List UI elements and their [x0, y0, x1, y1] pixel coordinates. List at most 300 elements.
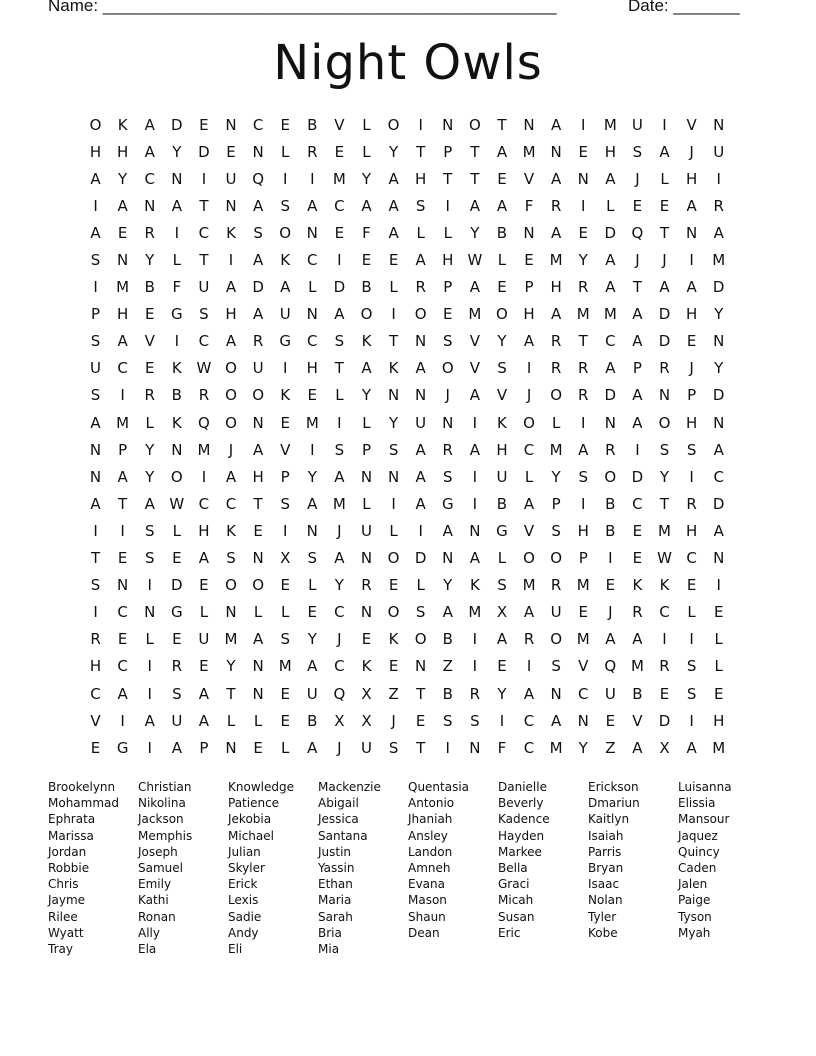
grid-letter: E [307, 603, 318, 622]
grid-letter: I [526, 359, 532, 378]
grid-letter: S [280, 630, 290, 649]
grid-letter: K [388, 630, 399, 649]
grid-letter: E [632, 549, 643, 568]
grid-letter: N [658, 386, 671, 405]
grid-letter: I [689, 467, 694, 486]
grid-letter: R [578, 386, 589, 405]
grid-letter: N [360, 549, 373, 568]
grid-letter: R [550, 359, 562, 378]
grid-letter: A [334, 467, 345, 486]
grid-letter: E [199, 657, 209, 676]
grid-letter: N [387, 386, 400, 405]
grid-letter: R [713, 196, 724, 215]
grid-letter: A [171, 196, 182, 215]
grid-letter: I [499, 711, 505, 730]
grid-letter: K [171, 413, 182, 432]
grid-letter: A [496, 142, 508, 161]
grid-letter: C [523, 738, 535, 757]
grid-letter: T [388, 332, 399, 351]
grid-row [82, 111, 732, 138]
grid-letter: A [605, 359, 616, 378]
grid-letter: R [198, 386, 210, 405]
grid-letter: W [467, 251, 483, 270]
grid-row [82, 436, 732, 463]
grid-letter: U [306, 684, 318, 703]
grid-letter: Z [442, 657, 453, 676]
grid-letter: L [362, 413, 371, 432]
grid-letter: N [117, 251, 129, 270]
grid-letter: P [118, 440, 128, 459]
word-list-item: Sadie [228, 909, 262, 924]
grid-letter: A [632, 413, 643, 432]
grid-letter: O [414, 305, 427, 324]
grid-letter: B [442, 630, 453, 649]
grid-letter: N [360, 603, 373, 622]
grid-letter: C [632, 494, 643, 513]
grid-letter: A [551, 711, 562, 730]
grid-letter: M [116, 278, 130, 297]
grid-letter: Y [388, 413, 399, 432]
grid-letter: D [604, 223, 617, 242]
grid-letter: I [445, 196, 450, 215]
grid-letter: I [581, 196, 586, 215]
word-list-item: Andy [228, 925, 259, 940]
grid-letter: E [144, 359, 155, 378]
grid-letter: A [198, 549, 210, 568]
grid-letter: I [282, 169, 288, 188]
grid-letter: O [252, 576, 265, 595]
grid-letter: P [361, 440, 371, 459]
grid-letter: A [225, 332, 237, 351]
grid-letter: A [361, 196, 372, 215]
grid-letter: H [713, 711, 725, 730]
word-list-item: Maria [318, 893, 352, 908]
grid-letter: K [226, 521, 236, 540]
grid-letter: I [608, 549, 613, 568]
grid-letter: J [228, 440, 234, 459]
grid-letter: J [391, 711, 396, 730]
grid-letter: H [117, 142, 129, 161]
word-list-item: Eric [498, 925, 521, 940]
grid-letter: E [578, 603, 588, 622]
grid-row [82, 301, 732, 328]
grid-letter: S [90, 332, 101, 351]
grid-letter: O [252, 386, 265, 405]
grid-letter: A [713, 521, 724, 540]
grid-letter: A [415, 251, 426, 270]
grid-letter: N [171, 440, 183, 459]
grid-letter: N [550, 684, 562, 703]
grid-letter: E [117, 549, 128, 568]
grid-letter: E [199, 115, 209, 134]
grid-letter: C [144, 169, 155, 188]
grid-letter: G [496, 521, 508, 540]
grid-letter: A [388, 169, 399, 188]
grid-letter: L [145, 413, 154, 432]
grid-letter: P [632, 359, 642, 378]
word-column [588, 779, 678, 957]
grid-letter: N [89, 440, 102, 459]
grid-letter: A [469, 386, 480, 405]
grid-letter: T [470, 169, 480, 188]
grid-letter: H [496, 440, 508, 459]
grid-letter: R [550, 576, 562, 595]
grid-letter: D [712, 494, 725, 513]
grid-letter: A [415, 359, 426, 378]
grid-letter: N [415, 386, 427, 405]
grid-letter: C [659, 603, 670, 622]
grid-letter: I [581, 413, 586, 432]
grid-letter: S [415, 603, 426, 622]
grid-letter: B [605, 494, 616, 513]
grid-letter: L [362, 115, 371, 134]
word-list-item: Abigail [318, 796, 359, 811]
word-list-item: Jaquez [678, 828, 718, 843]
grid-letter: T [497, 115, 507, 134]
grid-letter: Q [198, 413, 210, 432]
grid-letter: O [360, 305, 373, 324]
grid-letter: E [253, 521, 263, 540]
grid-letter: G [171, 603, 183, 622]
grid-letter: N [713, 115, 725, 134]
grid-letter: A [252, 440, 264, 459]
word-list-item: Isaac [588, 877, 620, 892]
grid-letter: N [171, 169, 183, 188]
word-list-item: Luisanna [678, 780, 732, 794]
grid-letter: E [334, 142, 345, 161]
grid-letter: I [689, 630, 694, 649]
grid-letter: I [635, 440, 640, 459]
grid-letter: I [472, 494, 478, 513]
grid-letter: C [198, 494, 210, 513]
grid-letter: E [686, 576, 697, 595]
grid-letter: A [469, 196, 480, 215]
grid-letter: I [174, 332, 180, 351]
grid-letter: K [659, 576, 670, 595]
grid-letter: E [415, 711, 426, 730]
grid-letter: I [662, 115, 667, 134]
grid-letter: A [469, 440, 480, 459]
grid-letter: A [523, 332, 535, 351]
grid-letter: N [225, 115, 237, 134]
grid-letter: E [578, 223, 588, 242]
grid-letter: T [334, 359, 344, 378]
word-list-item: Tray [48, 942, 73, 957]
grid-letter: O [225, 576, 237, 595]
grid-letter: I [147, 576, 152, 595]
grid-letter: O [496, 305, 508, 324]
grid-letter: N [469, 738, 481, 757]
grid-letter: N [442, 549, 454, 568]
grid-letter: E [686, 332, 697, 351]
grid-letter: S [497, 576, 507, 595]
grid-letter: M [603, 115, 617, 134]
grid-letter: D [712, 386, 725, 405]
grid-letter: A [496, 196, 508, 215]
word-list-item: Lexis [228, 893, 259, 908]
grid-letter: N [225, 738, 237, 757]
word-list-item: Justin [318, 844, 352, 859]
grid-letter: H [604, 142, 616, 161]
grid-letter: Y [145, 251, 155, 270]
grid-letter: E [361, 630, 372, 649]
grid-letter: A [225, 278, 237, 297]
grid-letter: A [117, 196, 128, 215]
grid-letter: P [551, 494, 561, 513]
grid-letter: S [686, 657, 697, 676]
grid-letter: E [280, 115, 290, 134]
grid-letter: A [713, 440, 724, 459]
grid-letter: H [577, 521, 589, 540]
grid-letter: J [689, 142, 694, 161]
grid-letter: G [116, 738, 129, 757]
grid-letter: B [605, 521, 616, 540]
grid-letter: A [307, 738, 318, 757]
grid-letter: R [307, 142, 318, 161]
grid-letter: L [253, 603, 263, 622]
grid-letter: I [662, 630, 667, 649]
grid-letter: I [445, 738, 450, 757]
grid-letter: D [252, 278, 264, 297]
grid-letter: N [577, 711, 589, 730]
word-list-item: Memphis [138, 828, 193, 843]
grid-letter: I [310, 169, 315, 188]
word-column [498, 779, 588, 957]
word-list-item: Mia [318, 942, 340, 957]
grid-letter: I [716, 576, 721, 595]
grid-letter: N [550, 142, 562, 161]
grid-letter: D [198, 142, 210, 161]
grid-letter: R [659, 657, 670, 676]
grid-letter: T [90, 549, 101, 568]
word-list-item: Sarah [318, 909, 353, 924]
grid-letter: H [415, 169, 427, 188]
word-list-item: Landon [408, 844, 453, 859]
letter-grid [82, 111, 732, 761]
grid-letter: A [686, 278, 697, 297]
grid-letter: O [523, 413, 535, 432]
name-field[interactable]: Name: ________________________________________________ [48, 0, 557, 15]
grid-letter: N [713, 413, 725, 432]
grid-letter: I [472, 657, 478, 676]
grid-letter: S [686, 684, 697, 703]
grid-letter: D [604, 386, 617, 405]
grid-letter: L [308, 576, 317, 595]
grid-letter: P [443, 278, 453, 297]
grid-letter: V [632, 711, 643, 730]
grid-letter: A [659, 278, 670, 297]
grid-row [82, 274, 732, 301]
grid-letter: Y [388, 142, 399, 161]
grid-letter: M [576, 630, 590, 649]
grid-letter: E [605, 576, 616, 595]
grid-letter: L [443, 223, 452, 242]
grid-letter: G [171, 305, 183, 324]
date-field[interactable]: Date: _______ [628, 0, 740, 15]
grid-letter: S [470, 711, 480, 730]
grid-letter: A [307, 494, 318, 513]
word-list-item: Dmariun [588, 796, 640, 811]
grid-letter: Y [145, 467, 155, 486]
word-list-item: Shaun [408, 909, 446, 924]
grid-letter: A [252, 630, 264, 649]
grid-row [82, 707, 732, 734]
grid-letter: Y [551, 467, 561, 486]
grid-letter: Y [307, 467, 317, 486]
grid-letter: I [201, 467, 207, 486]
grid-letter: X [361, 684, 372, 703]
grid-letter: M [332, 494, 346, 513]
grid-letter: A [198, 684, 210, 703]
grid-letter: P [91, 305, 101, 324]
grid-letter: A [144, 142, 155, 161]
grid-letter: N [577, 169, 589, 188]
grid-letter: R [144, 386, 155, 405]
grid-letter: O [387, 115, 400, 134]
grid-letter: S [443, 467, 453, 486]
grid-letter: A [117, 467, 128, 486]
grid-letter: A [551, 169, 562, 188]
word-list-item: Bria [318, 925, 342, 940]
grid-row [82, 219, 732, 246]
grid-letter: E [280, 711, 290, 730]
grid-letter: V [469, 359, 480, 378]
grid-letter: X [334, 711, 345, 730]
word-list-item: Brookelynn [48, 780, 116, 794]
grid-letter: I [472, 630, 478, 649]
grid-letter: N [117, 576, 129, 595]
grid-letter: E [497, 657, 507, 676]
grid-letter: D [414, 549, 427, 568]
grid-letter: A [469, 549, 480, 568]
grid-letter: I [282, 521, 288, 540]
grid-letter: A [605, 630, 616, 649]
grid-letter: E [578, 142, 588, 161]
grid-letter: D [171, 576, 183, 595]
grid-letter: I [581, 115, 586, 134]
grid-letter: K [280, 251, 291, 270]
grid-letter: I [337, 251, 342, 270]
grid-letter: A [605, 251, 616, 270]
word-list-item: Mackenzie [318, 780, 381, 794]
word-list [48, 779, 768, 957]
grid-letter: E [172, 549, 182, 568]
word-list-item: Myah [678, 925, 711, 940]
grid-letter: M [630, 657, 644, 676]
grid-letter: K [632, 576, 643, 595]
grid-letter: Q [252, 169, 265, 188]
grid-letter: C [117, 359, 128, 378]
grid-letter: E [90, 738, 101, 757]
grid-letter: S [199, 305, 209, 324]
grid-letter: C [198, 223, 210, 242]
grid-letter: N [360, 467, 373, 486]
grid-letter: T [659, 223, 670, 242]
grid-letter: S [686, 440, 697, 459]
grid-letter: I [689, 251, 694, 270]
grid-letter: Y [361, 169, 372, 188]
grid-letter: C [577, 684, 589, 703]
page-title: Night Owls [273, 35, 543, 91]
grid-letter: C [523, 440, 535, 459]
grid-letter: A [523, 684, 535, 703]
grid-letter: Y [172, 142, 182, 161]
grid-letter: B [307, 711, 318, 730]
grid-letter: A [252, 251, 264, 270]
grid-letter: I [526, 657, 532, 676]
grid-letter: H [89, 657, 102, 676]
grid-letter: E [361, 251, 372, 270]
word-list-item: Patience [228, 796, 280, 811]
grid-letter: L [362, 142, 371, 161]
grid-letter: C [117, 603, 128, 622]
grid-letter: I [391, 494, 396, 513]
grid-letter: T [199, 251, 209, 270]
grid-letter: T [416, 684, 426, 703]
grid-letter: A [144, 494, 155, 513]
grid-letter: A [361, 359, 372, 378]
grid-letter: D [631, 467, 644, 486]
grid-row [82, 572, 732, 599]
grid-letter: E [388, 576, 399, 595]
grid-letter: I [147, 684, 152, 703]
grid-letter: U [604, 684, 616, 703]
word-list-item: Rilee [48, 909, 78, 924]
grid-letter: N [685, 223, 698, 242]
grid-letter: M [712, 251, 726, 270]
grid-letter: E [713, 603, 724, 622]
grid-letter: C [307, 332, 318, 351]
grid-row [82, 328, 732, 355]
grid-letter: A [415, 494, 426, 513]
grid-letter: Y [578, 251, 588, 270]
grid-letter: J [337, 521, 342, 540]
grid-letter: S [334, 440, 345, 459]
grid-letter: I [120, 521, 125, 540]
word-list-item: Eli [228, 942, 243, 957]
grid-letter: J [635, 251, 640, 270]
grid-letter: K [226, 223, 236, 242]
grid-letter: N [523, 115, 535, 134]
word-list-item: Hayden [498, 828, 545, 843]
grid-letter: F [524, 196, 534, 215]
grid-letter: V [144, 332, 155, 351]
grid-letter: E [226, 142, 236, 161]
grid-letter: S [388, 738, 399, 757]
grid-letter: S [253, 223, 263, 242]
grid-letter: E [632, 521, 643, 540]
word-column [138, 779, 228, 957]
grid-letter: E [117, 630, 128, 649]
grid-letter: R [578, 359, 589, 378]
grid-letter: C [605, 332, 616, 351]
grid-letter: T [470, 142, 480, 161]
grid-letter: L [497, 549, 507, 568]
grid-letter: S [551, 657, 561, 676]
grid-letter: J [608, 603, 613, 622]
grid-letter: O [468, 115, 481, 134]
grid-letter: U [415, 413, 427, 432]
grid-letter: A [442, 521, 453, 540]
word-list-item: Ally [138, 925, 160, 940]
grid-letter: P [443, 142, 453, 161]
grid-letter: I [147, 738, 152, 757]
grid-letter: S [90, 251, 101, 270]
grid-letter: Y [659, 467, 670, 486]
word-list-item: Joseph [138, 844, 178, 859]
grid-letter: I [93, 521, 98, 540]
grid-letter: H [306, 359, 318, 378]
